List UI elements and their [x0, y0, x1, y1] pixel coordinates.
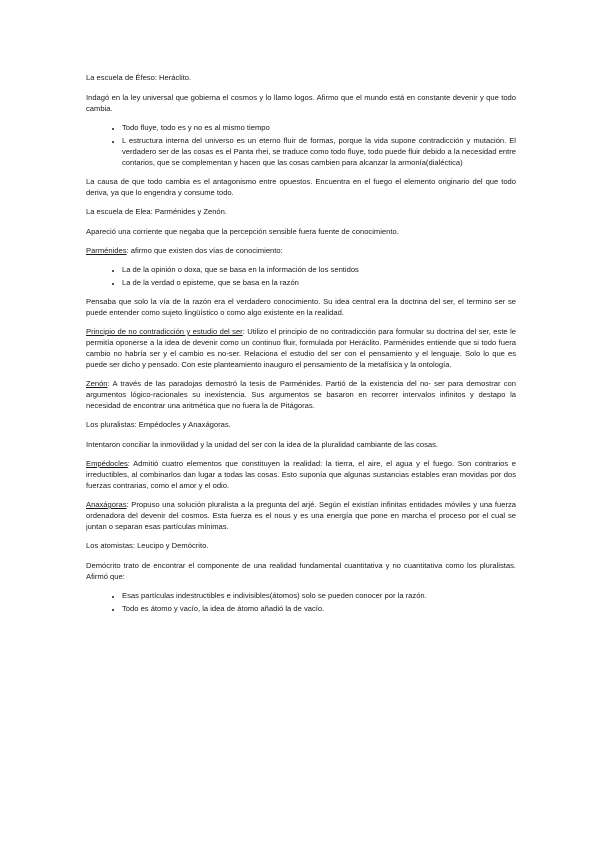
- efeso-closing: La causa de que todo cambia es el antagonismo entre opuestos. Encuentra en el fuego el elemento originario del que todo deriva, ya que lo engendra y consume todo.: [86, 177, 516, 197]
- atomistas-intro: Demócrito trato de encontrar el componente de una realidad fundamental cuantitativa y no cuantitativa como los pluralistas. Afirmó que:: [86, 561, 516, 581]
- list-item: • L estructura interna del universo es un eterno fluir de formas, porque la vida supone contradicción y mutación. El verdadero ser de las cosas es el Panta rhei, se traduce como todo fluye, todo puede fluir debido a la necesidad entre contarios, que se complementan y hacen que las cosas cambien para alcanzar la armonía(dialéctica): [122, 135, 516, 168]
- zenon-term: Zenón: [86, 379, 108, 388]
- list-item: • La de la verdad o episteme, que se basa en la razón: [122, 277, 516, 288]
- empedocles-term: Empédocles: [86, 459, 128, 468]
- efeso-intro: Indagó en la ley universal que gobierna el cosmos y lo llamo logos. Afirmo que el mundo está en constante devenir y que todo cambia.: [86, 93, 516, 113]
- elea-paragraph: Pensaba que solo la vía de la razón era el verdadero conocimiento. Su idea central era la doctrina del ser, el termino ser se puede entender como sujeto lingüístico o como algo existente en la realidad.: [86, 297, 516, 317]
- list-item: • La de la opinión o doxa, que se basa en la información de los sentidos: [122, 264, 516, 275]
- parmenides-term: Parménides: [86, 246, 127, 255]
- document-page: [86, 72, 516, 622]
- zenon-paragraph: [86, 378, 516, 411]
- empedocles-text: : Admitió cuatro elementos que constituyen la realidad: la tierra, el aire, el agua y el fuego. Son contrarios e irreductibles, al combinarlos dan lugar a todas las cosas. Esto suponía que algunas sustancias estables eran movidas por dos fuerzas contrarias, como el amor y el odio.: [86, 459, 516, 490]
- elea-intro: Apareció una corriente que negaba que la percepción sensible fuera fuente de conocimiento.: [86, 227, 399, 236]
- empedocles-paragraph: [86, 458, 516, 491]
- principio-term: Principio de no contradicción y estudio del ser: [86, 327, 243, 336]
- elea-bullet-list: [86, 264, 516, 288]
- heading-efeso: La escuela de Éfeso: Heráclito.: [86, 73, 192, 82]
- principio-paragraph: [86, 326, 516, 370]
- parmenides-paragraph: [86, 245, 516, 256]
- atomistas-bullet-list: [86, 590, 516, 614]
- principio-text: : Utilizo el principio de no contradicción para formular su doctrina del ser, este le permitía oponerse a la idea de devenir como un continuo fluir, formulada por Heráclito. Parménides entiende que si todo fuera cambio no habría ser y el cambio es no-ser. Relaciona el estudio del ser con el pensamiento y el lenguaje. Solo lo que es puede ser dicho y pensado. Con este planteamiento inauguro el pensamiento de la metafísica y la ontología.: [86, 327, 516, 369]
- list-item: • Esas partículas indestructibles e indivisibles(átomos) solo se pueden conocer por la razón.: [122, 590, 516, 601]
- anaxagoras-term: Anaxágoras: [86, 500, 127, 509]
- heading-atomistas: Los atomistas: Leucipo y Demócrito.: [86, 541, 209, 550]
- heading-elea: La escuela de Elea: Parménides y Zenón.: [86, 207, 227, 216]
- anaxagoras-paragraph: [86, 499, 516, 532]
- zenon-text: : A través de las paradojas demostró la tesis de Parménides. Partió de la existencia del no- ser para demostrar con argumentos lógico-racionales su inexistencia. Sus argumentos se basaron en recorrer intervalos infinitos y destapo la necesidad de encontrar una aritmética que no fuera la de Pitágoras.: [86, 379, 516, 410]
- anaxagoras-text: : Propuso una solución pluralista a la pregunta del arjé. Según el existían infinitas entidades móviles y una fuerza ordenadora del devenir del cosmos. Esta fuerza es el nous y es una energía que pone en marcha el proceso por el cual se juntan o separan esas partículas mínimas.: [86, 500, 516, 531]
- efeso-bullet-list: [86, 122, 516, 168]
- pluralistas-intro: Intentaron conciliar la inmovilidad y la unidad del ser con la idea de la pluralidad cambiante de las cosas.: [86, 440, 439, 449]
- list-item: • Todo es átomo y vacío, la idea de átomo añadió la de vacío.: [122, 603, 516, 614]
- parmenides-text: : afirmo que existen dos vías de conocimiento:: [126, 246, 283, 255]
- list-item: • Todo fluye, todo es y no es al mismo tiempo: [122, 122, 516, 133]
- heading-pluralistas: Los pluralistas: Empédocles y Anaxágoras.: [86, 420, 231, 429]
